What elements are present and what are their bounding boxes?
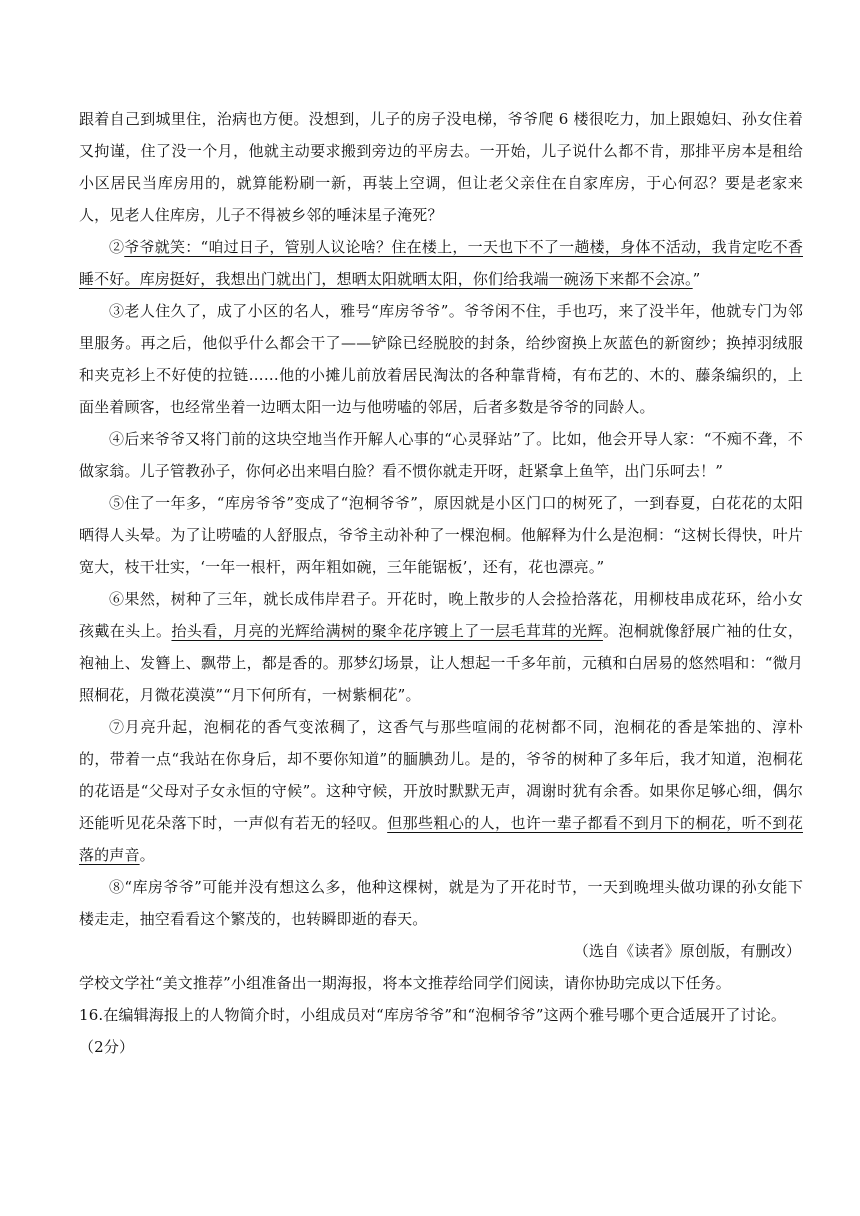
question-16: 16.在编辑海报上的人物简介时，小组成员对“库房爷爷”和“泡桐爷爷”这两个雅号哪个更合适展开了讨论。（2分）	[79, 1006, 787, 1056]
paragraph-8-text: ⑧“库房爷爷”可能并没有想这么多，他种这棵树，就是为了开花时节，一天到晚埋头做功课的孙女能下楼走走，抽空看看这个繁茂的，也转瞬即逝的春天。	[79, 878, 803, 928]
paragraph-6	[79, 583, 803, 711]
paragraph-7-underlined-text: 但那些粗心的人，也许一辈子都看不到月下的桐花，听不到花落的声音	[79, 814, 803, 864]
task-intro: 学校文学社“美文推荐”小组准备出一期海报，将本文推荐给同学们阅读，请你协助完成以下任务。	[79, 974, 731, 992]
paragraph-6-end: 。泡桐就像舒展广袖的仕女，袍袖上、发簪上、飘带上，都是香的。那梦幻场景，让人想起一千多年前，元稹和白居易的悠然唱和：“微月照桐花，月微花漠漠”“月下何所有，一树紫桐花”。	[79, 622, 804, 704]
document-page	[79, 103, 803, 1063]
paragraph-7	[79, 711, 803, 871]
paragraph-6-start: ⑥果然，树种了三年，就长成伟岸君子。开花时，晚上散步的人会捡拾落花，用柳枝串成花环，给小女孩戴在头上。	[79, 590, 803, 640]
paragraph-5	[79, 487, 803, 583]
paragraph-7-end: 。	[139, 846, 155, 864]
paragraph-3-text: ③老人住久了，成了小区的名人，雅号“库房爷爷”。爷爷闲不住，手也巧，来了没半年，他就专门为邻里服务。再之后，他似乎什么都会干了——铲除已经脱胶的封条，给纱窗换上灰蓝色的新窗纱；换掉羽绒服和夹克衫上不好使的拉链……他的小摊儿前放着居民淘汰的各种靠背椅，有布艺的、木的、藤条编织的，上面坐着顾客，也经常坐着一边晒太阳一边与他唠嗑的邻居，后者多数是爷爷的同龄人。	[79, 302, 803, 416]
paragraph-8	[79, 871, 803, 935]
article-source: （选自《读者》原创版，有删改）	[573, 942, 801, 960]
paragraph-2-underlined-text: 爷爷就笑：“咱过日子，管别人议论啥？住在楼上，一天也下不了一趟楼，身体不活动，我肯定吃不香睡不好。库房挺好，我想出门就出门，想晒太阳就晒太阳，你们给我端一碗汤下来都不会凉。	[79, 238, 803, 288]
paragraph-5-text: ⑤住了一年多，“库房爷爷”变成了“泡桐爷爷”，原因就是小区门口的树死了，一到春夏，白花花的太阳晒得人头晕。为了让唠嗑的人舒服点，爷爷主动补种了一棵泡桐。他解释为什么是泡桐：“这树长得快，叶片宽大，枝干壮实，‘一年一根杆，两年粗如碗，三年能锯板’，还有，花也漂亮。”	[79, 494, 803, 576]
paragraph-6-underlined-text: 抬头看，月亮的光辉给满树的聚伞花序镀上了一层毛茸茸的光辉	[171, 622, 603, 640]
paragraph-4-text: ④后来爷爷又将门前的这块空地当作开解人心事的“心灵驿站”了。比如，他会开导人家：“不痴不聋，不做家翁。儿子管教孙子，你何必出来唱白脸？看不惯你就走开呀，赶紧拿上鱼竿，出门乐呵去！”	[79, 430, 803, 480]
paragraph-1	[79, 103, 803, 231]
paragraph-2-number: ②	[109, 238, 125, 256]
paragraph-2	[79, 231, 803, 295]
paragraph-3	[79, 295, 803, 423]
paragraph-2-end-quote: ”	[692, 270, 701, 288]
paragraph-7-start: ⑦月亮升起，泡桐花的香气变浓稠了，这香气与那些喧闹的花树都不同，泡桐花的香是笨拙的、淳朴的，带着一点“我站在你身后，却不要你知道”的腼腆劲儿。是的，爷爷的树种了多年后，我才知道，泡桐花的花语是“父母对子女永恒的守候”。这种守候，开放时默默无声，凋谢时犹有余香。如果你足够心细，偶尔还能听见花朵落下时，一声似有若无的轻叹。	[79, 718, 803, 832]
paragraph-1-text: 跟着自己到城里住，治病也方便。没想到，儿子的房子没电梯，爷爷爬 6 楼很吃力，加上跟媳妇、孙女住着又拘谨，住了没一个月，他就主动要求搬到旁边的平房去。一开始，儿子说什么都不肯，那排平房本是租给小区居民当库房用的，就算能粉刷一新，再装上空调，但让老父亲住在自家库房，于心何忍？要是老家来人，见老人住库房，儿子不得被乡邻的唾沫星子淹死？	[79, 110, 803, 224]
paragraph-4	[79, 423, 803, 487]
